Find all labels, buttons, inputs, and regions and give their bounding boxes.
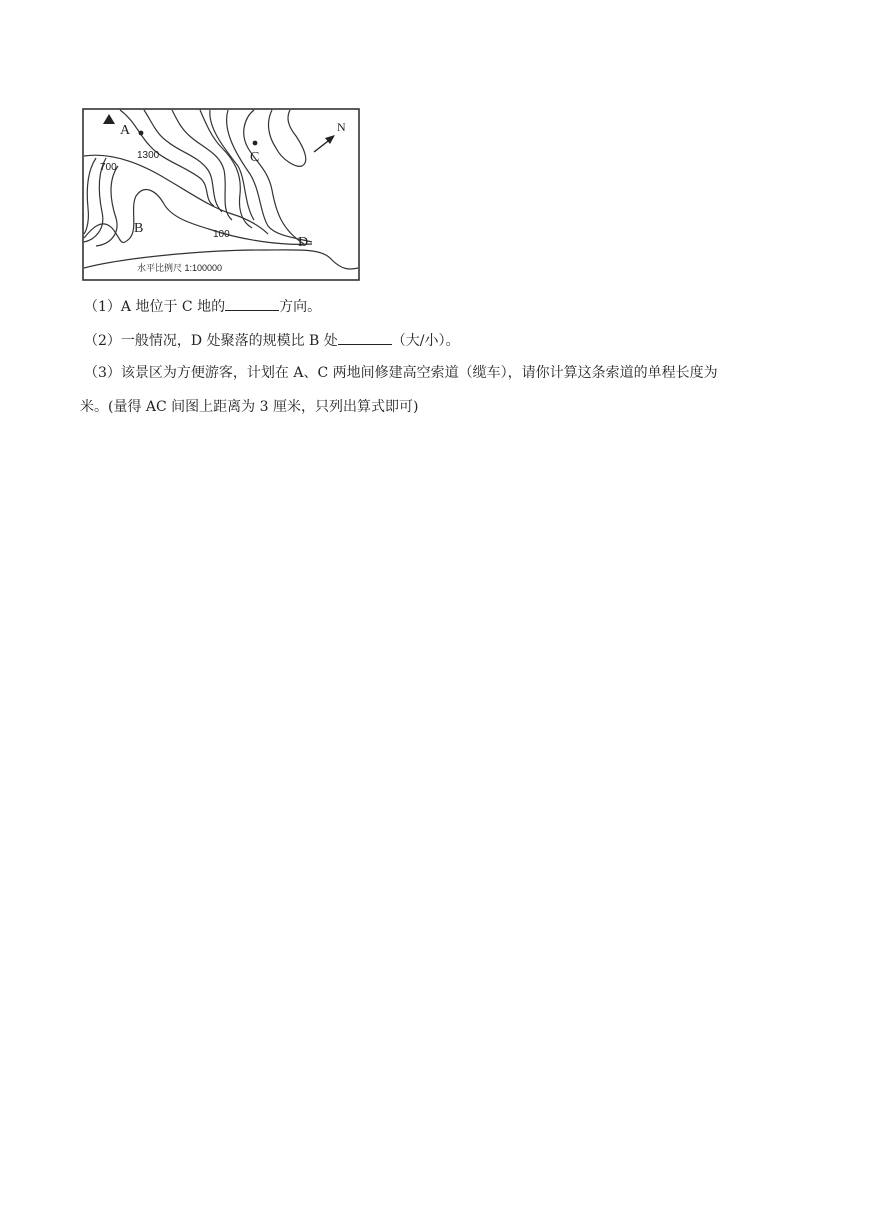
question-1-suffix: 方向。 [279,299,322,315]
contour-label-700: 700 [100,162,117,173]
question-3-line-1: （3）该景区为方便游客，计划在 A、C 两地间修建高空索道（缆车），请你计算这条索道的单程长度为 [84,365,718,381]
contour-label-1300: 1300 [137,150,160,161]
north-label: N [337,120,346,134]
contour-label-100: 100 [213,229,230,240]
question-2-prefix: （2）一般情况，D 处聚落的规模比 B 处 [84,333,338,349]
question-3-line-2: 米。(量得 AC 间图上距离为 3 厘米，只列出算式即可) [80,399,419,415]
question-1 [84,295,321,317]
label-c: C [250,150,260,165]
question-2-suffix: （大/小）。 [391,333,460,349]
label-d: D [298,235,309,250]
question-2 [84,329,460,351]
label-a: A [120,123,131,138]
question-1-answer-blank[interactable] [225,295,279,311]
contour-map-figure [82,108,361,281]
question-1-prefix: （1）A 地位于 C 地的 [84,299,226,315]
question-2-answer-blank[interactable] [338,329,392,345]
point-a-marker [139,131,144,136]
label-b: B [134,221,144,236]
contour-map-svg [82,108,361,281]
scale-text: 水平比例尺 1:100000 [137,263,223,273]
point-c-marker [253,141,258,146]
